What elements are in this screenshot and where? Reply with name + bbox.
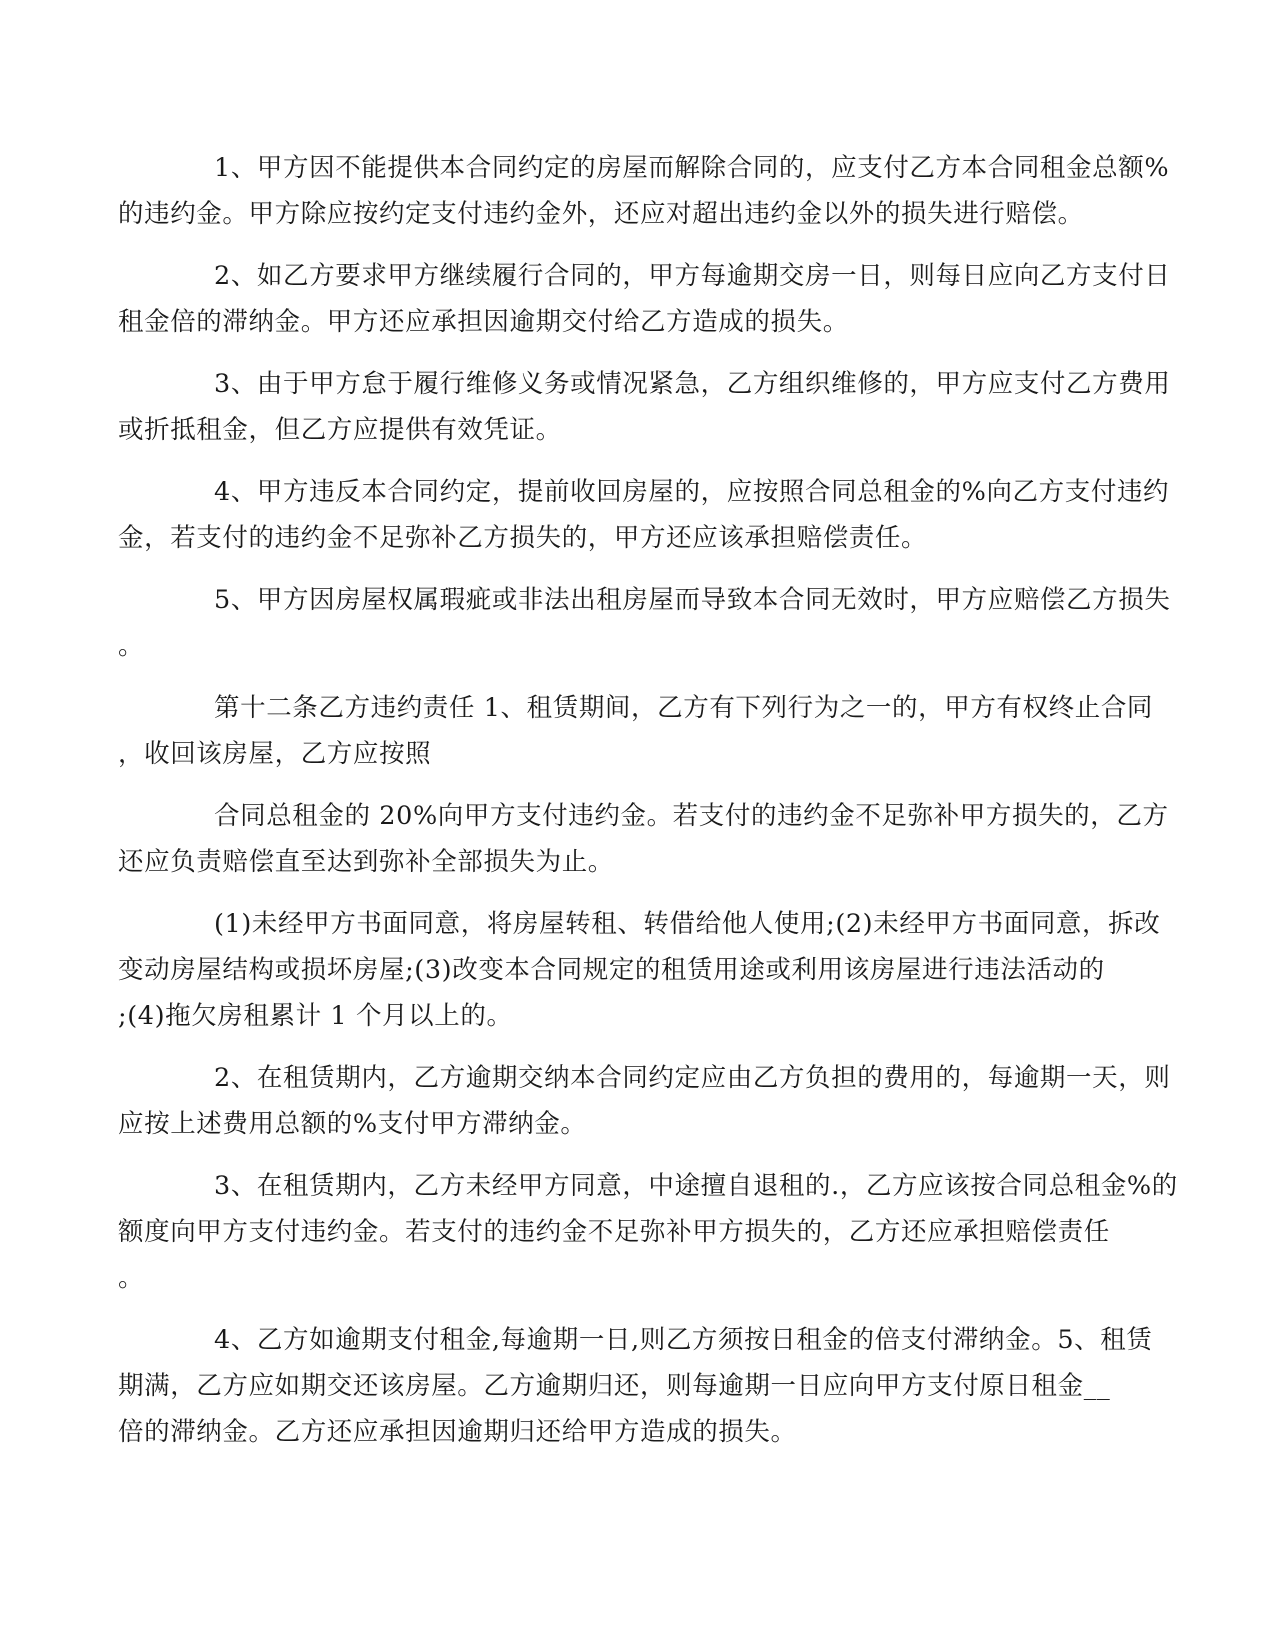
text-line: 第十二条乙方违约责任 1、租赁期间，乙方有下列行为之一的，甲方有权终止合同: [214, 693, 1154, 723]
text-line: 5、甲方因房屋权属瑕疵或非法出租房屋而导致本合同无效时，甲方应赔偿乙方损失: [214, 585, 1171, 615]
text-line: 合同总租金的 20%向甲方支付违约金。若支付的违约金不足弥补甲方损失的，乙方: [214, 801, 1169, 831]
paragraph-9: [118, 1055, 1170, 1147]
text-line: 额度向甲方支付违约金。若支付的违约金不足弥补甲方损失的，乙方还应承担赔偿责任: [118, 1217, 1110, 1247]
text-line: 还应负责赔偿直至达到弥补全部损失为止。: [118, 847, 614, 877]
text-line: (1)未经甲方书面同意，将房屋转租、转借给他人使用;(2)未经甲方书面同意，拆改: [214, 909, 1161, 939]
text-line: ;(4)拖欠房租累计 1 个月以上的。: [118, 1001, 513, 1031]
paragraph-4: [118, 469, 1169, 561]
text-line: ，收回该房屋，乙方应按照: [118, 739, 432, 769]
text-line: 3、在租赁期内，乙方未经甲方同意，中途擅自退租的.，乙方应该按合同总租金%的: [214, 1171, 1178, 1201]
text-line: 租金倍的滞纳金。甲方还应承担因逾期交付给乙方造成的损失。: [118, 307, 849, 337]
paragraph-1: [118, 145, 1169, 237]
paragraph-11: [118, 1317, 1152, 1455]
text-line: 变动房屋结构或损坏房屋;(3)改变本合同规定的租赁用途或利用该房屋进行违法活动的: [118, 955, 1105, 985]
text-line: 1、甲方因不能提供本合同约定的房屋而解除合同的，应支付乙方本合同租金总额%: [214, 153, 1170, 183]
paragraph-3: [118, 361, 1170, 453]
text-line: 4、甲方违反本合同约定，提前收回房屋的，应按照合同总租金的%向乙方支付违约: [214, 477, 1170, 507]
text-line: 期满，乙方应如期交还该房屋。乙方逾期归还，则每逾期一日应向甲方支付原日租金__: [118, 1371, 1111, 1401]
text-line: 应按上述费用总额的%支付甲方滞纳金。: [118, 1109, 587, 1139]
text-line: 金，若支付的违约金不足弥补乙方损失的，甲方还应该承担赔偿责任。: [118, 523, 928, 553]
paragraph-2: [118, 253, 1170, 345]
text-line: 或折抵租金，但乙方应提供有效凭证。: [118, 415, 562, 445]
text-line: 3、由于甲方怠于履行维修义务或情况紧急，乙方组织维修的，甲方应支付乙方费用: [214, 369, 1171, 399]
paragraph-10: [118, 1163, 1178, 1301]
text-line: 2、如乙方要求甲方继续履行合同的，甲方每逾期交房一日，则每日应向乙方支付日: [214, 261, 1171, 291]
text-line: 。: [118, 631, 145, 661]
text-line: 的违约金。甲方除应按约定支付违约金外，还应对超出违约金以外的损失进行赔偿。: [118, 199, 1084, 229]
text-line: 2、在租赁期内，乙方逾期交纳本合同约定应由乙方负担的费用的，每逾期一天，则: [214, 1063, 1171, 1093]
text-line: 。: [118, 1263, 145, 1293]
text-line: 4、乙方如逾期支付租金,每逾期一日,则乙方须按日租金的倍支付滞纳金。5、租赁: [214, 1325, 1153, 1355]
paragraph-8: [118, 901, 1160, 1039]
text-line: 倍的滞纳金。乙方还应承担因逾期归还给甲方造成的损失。: [118, 1417, 797, 1447]
paragraph-7: [118, 793, 1169, 885]
paragraph-5: [118, 577, 1170, 669]
paragraph-article-12: [118, 685, 1153, 777]
